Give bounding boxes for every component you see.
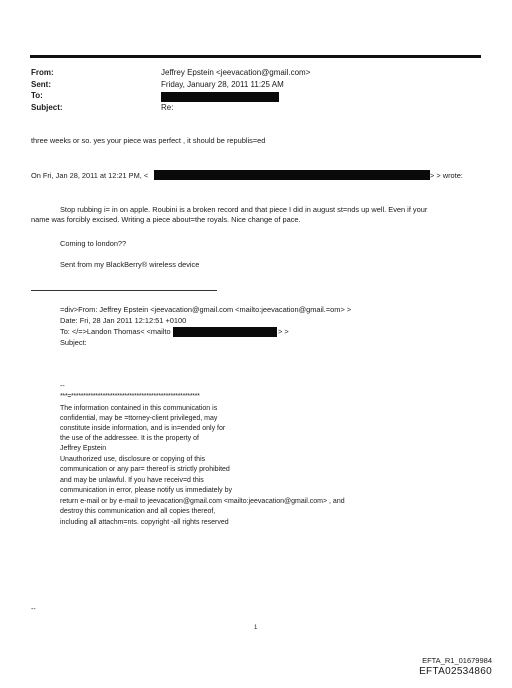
footer-id-1: EFTA_R1_01679984 (422, 656, 492, 665)
disclaimer-line: communication in error, please notify us immediately by (60, 487, 232, 494)
disclaimer-line: and may be unlawful. If you have receiv=d this (60, 477, 204, 484)
disclaimer-line: the use of the addressee. It is the property of (60, 435, 199, 442)
page-number: 1 (254, 625, 258, 631)
disclaimer-line: destroy this communication and all copies thereof, (60, 508, 216, 515)
footer-id-2: EFTA02534860 (419, 666, 492, 677)
forward-subject: Subject: (60, 338, 87, 347)
disclaimer-line: return e-mail or by e-mail to jeevacation@gmail.com <mailto:jeevacation@gmail.com> , and (60, 498, 345, 505)
subject-label: Subject: (31, 103, 63, 112)
forward-to-suffix: > > (278, 327, 289, 336)
from-label: From: (31, 68, 54, 77)
disclaimer-line: communication or any par= thereof is strictly prohibited (60, 466, 230, 473)
quote-suffix: > > wrote: (430, 171, 463, 180)
disclaimer-line: Jeffrey Epstein (60, 445, 107, 452)
separator-line (31, 290, 217, 291)
sent-label: Sent: (31, 80, 51, 89)
disclaimer-stars: ***=***************************************************** (60, 393, 200, 400)
header-rule (30, 55, 481, 58)
disclaimer-line: Unauthorized use, disclosure or copying of this (60, 456, 206, 463)
sent-from-text: Sent from my BlackBerry® wireless device (60, 260, 200, 269)
disclaimer-line: The information contained in this communication is (60, 405, 218, 412)
quoted-line-2: name was forcibly excised. Writing a piece about=the royals. Nice change of pace. (31, 215, 301, 224)
to-redaction (161, 92, 279, 102)
forward-date: Date: Fri, 28 Jan 2011 12:12:51 +0100 (60, 316, 187, 325)
subject-value: Re: (161, 103, 174, 112)
forward-from: =div>From: Jeffrey Epstein <jeevacation@gmail.com <mailto:jeevacation@gmail.=om> > (60, 305, 352, 314)
disclaimer-dashes: -- (60, 383, 65, 390)
from-value: Jeffrey Epstein <jeevacation@gmail.com> (161, 68, 311, 77)
quote-prefix: On Fri, Jan 28, 2011 at 12:21 PM, < (31, 171, 149, 180)
disclaimer-line: confidential, may be =ttorney-client privileged, may (60, 415, 218, 422)
disclaimer-line: including all attachm=nts. copyright -all rights reserved (60, 519, 229, 526)
to-label: To: (31, 91, 43, 100)
coming-text: Coming to london?? (60, 239, 127, 248)
end-dashes: -- (31, 606, 36, 613)
forward-to-redaction (173, 327, 277, 337)
quote-email-redaction (154, 170, 430, 180)
disclaimer-line: constitute inside information, and is in=ended only for (60, 425, 226, 432)
sent-value: Friday, January 28, 2011 11:25 AM (161, 80, 284, 89)
reply-text: three weeks or so. yes your piece was perfect , it should be republis=ed (31, 136, 266, 145)
forward-to-prefix: To: </=>Landon Thomas< <mailto (60, 327, 171, 336)
quoted-line-1: Stop rubbing i= in on apple. Roubini is a broken record and that piece I did in august st=nds up well. Even if your (60, 205, 428, 214)
